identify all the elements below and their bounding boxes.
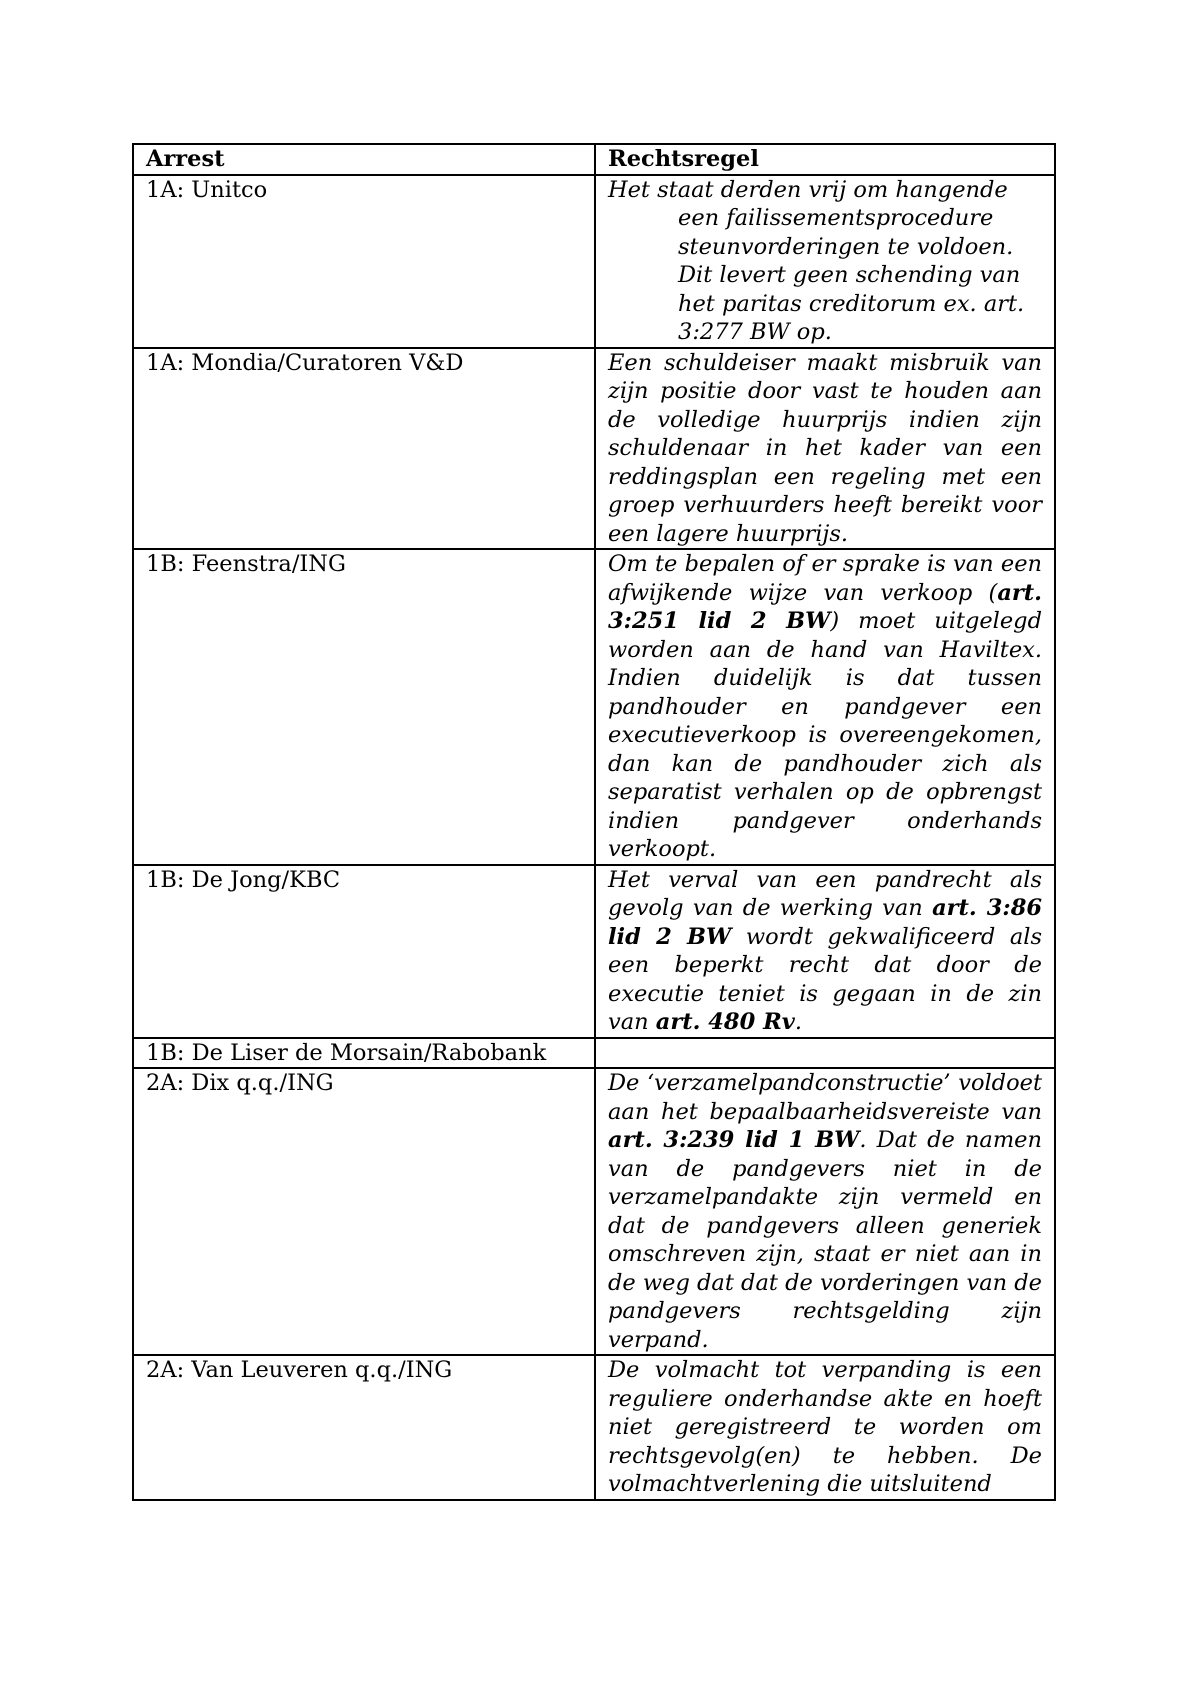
header-rechtsregel: Rechtsregel [595, 144, 1055, 175]
rule-cell [595, 1068, 1055, 1355]
article-reference: art. 3:251 lid 2 BW [608, 579, 1042, 634]
rule-text [608, 349, 1042, 549]
rule-text-part: Om te bepalen of er sprake is van een afwijkende wijze van verkoop ( [608, 551, 1042, 606]
table-header-row [133, 144, 1055, 175]
rule-text [608, 550, 1042, 864]
rule-cell [595, 1038, 1055, 1069]
rule-cell [595, 865, 1055, 1038]
arrest-table [132, 143, 1056, 1501]
rule-cell [595, 348, 1055, 550]
header-arrest: Arrest [133, 144, 595, 175]
rule-text-part: Een schuldeiser maakt misbruik van zijn positie door vast te houden aan de volledige huurprijs indien zijn schuldenaar in het kader van een reddingsplan een regeling met een groep verhuurders heeft bereikt voor een lagere huurprijs. [608, 349, 1042, 547]
arrest-cell: 1B: Feenstra/ING [133, 549, 595, 865]
rule-text-part: De ‘verzamelpandconstructie’ voldoet aan het bepaalbaarheidsvereiste van [608, 1070, 1042, 1125]
arrest-cell: 1B: De Jong/KBC [133, 865, 595, 1038]
rule-text-part: Het verval van een pandrecht als gevolg van de werking van [608, 866, 1042, 921]
article-reference: art. 3:239 lid 1 BW [608, 1127, 860, 1153]
table-row [133, 175, 1055, 348]
rule-text-part: . [794, 1009, 803, 1035]
article-reference: art. 480 Rv [655, 1009, 795, 1035]
rule-text [608, 866, 1042, 1037]
rule-text [608, 1069, 1042, 1354]
table-row [133, 1355, 1055, 1500]
rule-text-part: . Dat de namen van de pandgevers niet in de verzamelpandakte zijn vermeld en dat de pandgevers alleen generiek omschreven zijn, staat er niet aan in de weg dat dat de vorderingen van de pandgevers rechtsgelding zijn verpand. [608, 1127, 1042, 1353]
rule-cell [595, 175, 1055, 348]
rule-text: Het staat derden vrij om hangende een failissementsprocedure steunvorderingen te voldoen. Dit levert geen schending van het paritas creditorum ex. art. 3:277 BW op. [608, 176, 1025, 345]
rule-text [608, 1356, 1042, 1499]
table-row [133, 1068, 1055, 1355]
arrest-cell: 2A: Van Leuveren q.q./ING [133, 1355, 595, 1500]
rule-text-part: wordt gekwalificeerd als een beperkt recht dat door de executie teniet is gegaan in de zin van [608, 923, 1043, 1035]
rule-cell [595, 549, 1055, 865]
rule-text-part: De volmacht tot verpanding is een reguliere onderhandse akte en hoeft niet geregistreerd te worden om rechtsgevolg(en) te hebben. De volmachtverlening die uitsluitend [608, 1357, 1042, 1497]
table-row [133, 549, 1055, 865]
rule-text-part: ) moet uitgelegd worden aan de hand van Haviltex. Indien duidelijk is dat tussen pandhouder en pandgever een executieverkoop is overeengekomen, dan kan de pandhouder zich als separatist verhalen op de opbrengst indien pandgever onderhands verkoopt. [608, 608, 1042, 862]
arrest-cell: 1A: Unitco [133, 175, 595, 348]
arrest-cell: 1A: Mondia/Curatoren V&D [133, 348, 595, 550]
article-reference: art. 3:86 lid 2 BW [608, 895, 1043, 950]
arrest-cell: 2A: Dix q.q./ING [133, 1068, 595, 1355]
rule-cell [595, 1355, 1055, 1500]
table-row [133, 865, 1055, 1038]
arrest-cell: 1B: De Liser de Morsain/Rabobank [133, 1038, 595, 1069]
table-row [133, 348, 1055, 550]
table-row [133, 1038, 1055, 1069]
